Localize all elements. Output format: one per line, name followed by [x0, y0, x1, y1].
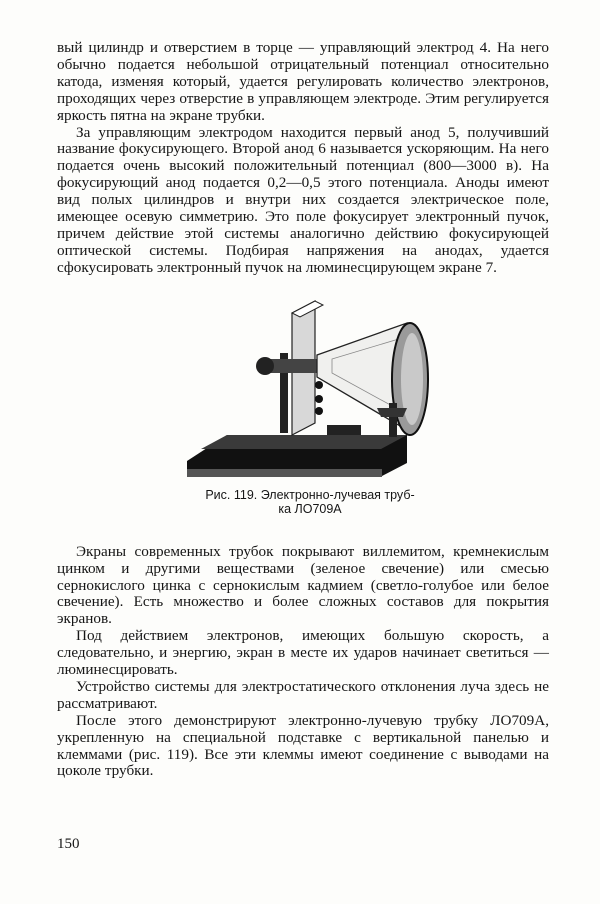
stand-base-edge — [187, 469, 382, 477]
paragraph-4: Под действием электронов, имеющих большую скорость, а следовательно, и энергию, экран в месте их ударов начинает светиться — люминесцировать. — [57, 627, 549, 679]
caption-line-2: ка ЛО709А — [278, 501, 342, 516]
page-number: 150 — [57, 836, 80, 852]
page-content — [57, 40, 549, 780]
terminal-icon — [315, 381, 323, 389]
terminal-icon — [315, 407, 323, 415]
paragraph-2: За управляющим электродом находится первый анод 5, получивший название фокусирующего. Второй анод 6 называется ускоряющим. На него подается очень высокий положительный потенциал (800—3000 в). На фокусирующий анод подается 0,2—0,5 этого потенциала. Аноды имеют вид полых цилиндров и внутри них создается электрическое поле, имеющее осевую симметрию. Это поле фокусирует электронный пучок, причем действие этой системы аналогично действию фокусирующей оптической системы. Подбирая напряжения на анодах, удается сфокусировать электронный пучок на люминесцирующем экране 7. — [57, 123, 549, 276]
right-clamp — [377, 408, 407, 417]
paragraph-1: вый цилиндр и отверстием в торце — управляющий электрод 4. На него обычно подается небольшой отрицательный потенциал относительно катода, изменяя который, удается регулировать количество электронов, проходящих через отверстие в управляющем электроде. Этим регулируется яркость пятна на экране трубки. — [57, 39, 549, 124]
paragraph-3: Экраны современных трубок покрывают виллемитом, кремнекислым цинком и другими веществами (зеленое свечение) или смесью сернокислого цинка с сернокислым кадмием (светло-голубое или белое свечение). Есть множество и более сложных составов для покрытия экранов. — [57, 542, 549, 628]
socket-knob — [256, 357, 274, 375]
figure-caption — [57, 488, 549, 516]
paragraph-5: Устройство системы для электростатического отклонения луча здесь не рассматривают. — [57, 677, 549, 712]
paragraph-6: После этого демонстрируют электронно-лучевую трубку ЛО709А, укрепленную на специальной подставке с вертикальной панелью и клеммами (рис. 119). Все эти клеммы имеют соединение с выводами на цоколе трубки. — [57, 711, 549, 780]
base-plate — [327, 425, 361, 435]
stand-base-top — [201, 435, 407, 449]
caption-line-1: Рис. 119. Электронно-лучевая труб- — [205, 487, 415, 502]
terminal-icon — [315, 395, 323, 403]
crt-tube-illustration — [167, 293, 457, 483]
